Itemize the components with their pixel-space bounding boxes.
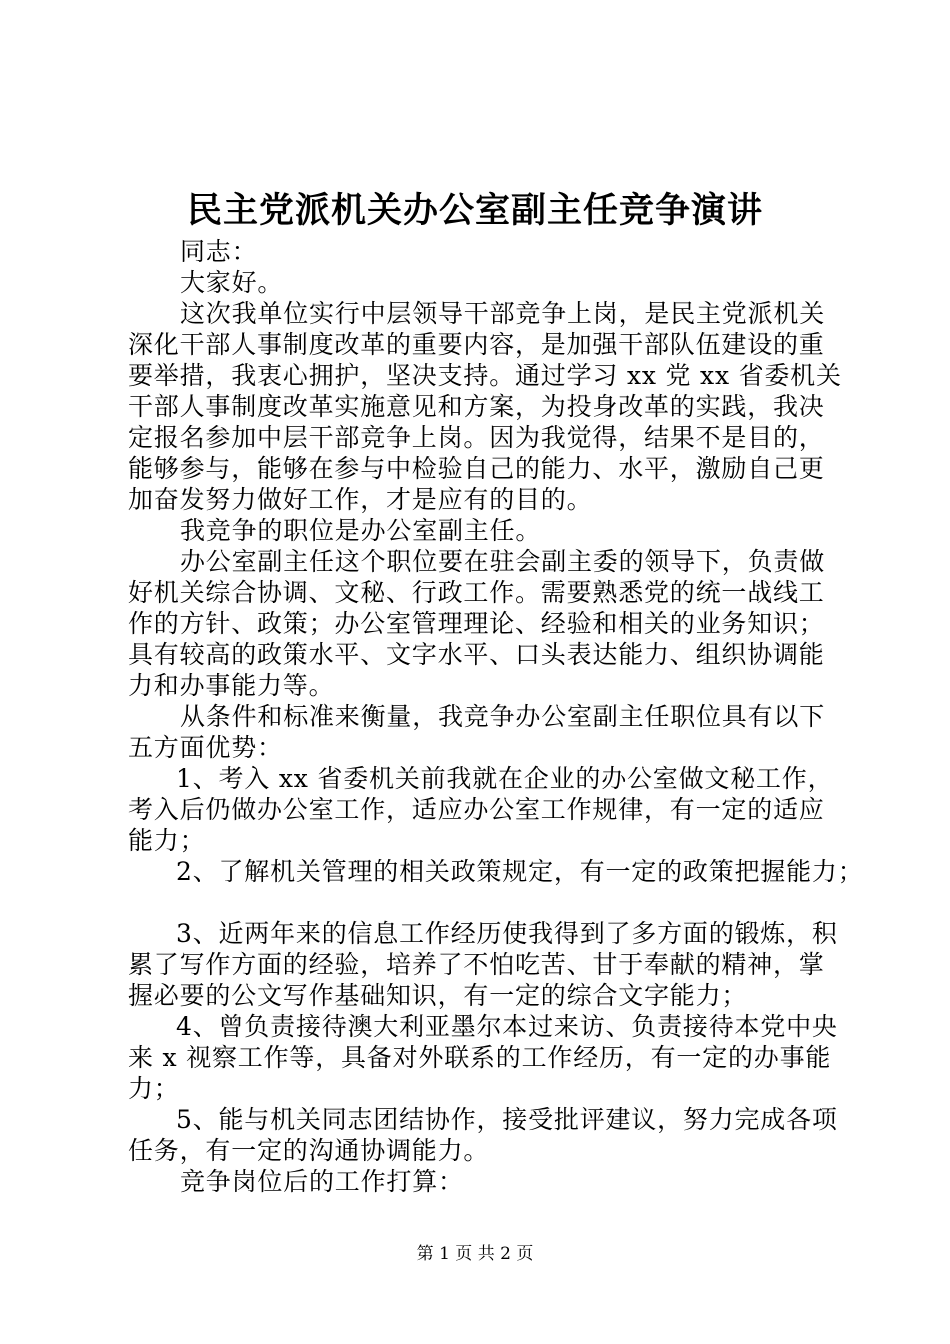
list-item-line: 5、能与机关同志团结协作，接受批评建议，努力完成各项: [176, 1105, 838, 1134]
blank-line: [128, 887, 848, 918]
list-item-line: 握必要的公文写作基础知识，有一定的综合文字能力；: [128, 981, 748, 1010]
paragraph-line: 办公室副主任这个职位要在驻会副主委的领导下，负责做: [180, 547, 826, 576]
document-title: 民主党派机关办公室副主任竞争演讲: [186, 190, 763, 231]
page-footer: 第 1 页 共 2 页: [416, 1244, 534, 1264]
list-item-line: 2、了解机关管理的相关政策规定，有一定的政策把握能力；: [176, 857, 864, 886]
paragraph-line: 从条件和标准来衡量，我竞争办公室副主任职位具有以下: [180, 702, 826, 731]
paragraph-line: 好机关综合协调、文秘、行政工作。需要熟悉党的统一战线工: [128, 578, 825, 607]
paragraph-line: 深化干部人事制度改革的重要内容，是加强干部队伍建设的重: [128, 330, 825, 359]
list-item-line: 4、曾负责接待澳大利亚墨尔本过来访、负责接待本党中央: [176, 1012, 838, 1041]
paragraph-line: 能够参与，能够在参与中检验自己的能力、水平，激励自己更: [128, 454, 825, 483]
greeting-line: 大家好。: [180, 268, 284, 297]
document-body: [128, 236, 864, 1197]
paragraph-line: 五方面优势：: [128, 733, 283, 762]
list-item-line: 能力；: [128, 826, 206, 855]
list-item-line: 1、考入 xx 省委机关前我就在企业的办公室做文秘工作，: [176, 764, 834, 793]
paragraph-line: 竞争岗位后的工作打算：: [180, 1167, 464, 1196]
list-item-line: 累了写作方面的经验，培养了不怕吃苦、甘于奉献的精神，掌: [128, 950, 825, 979]
list-item-line: 3、近两年来的信息工作经历使我得到了多方面的锻炼，积: [176, 919, 838, 948]
list-item-line: 力；: [128, 1074, 180, 1103]
paragraph-line: 定报名参加中层干部竞争上岗。因为我觉得，结果不是目的，: [128, 423, 825, 452]
paragraph-line: 要举措，我衷心拥护，坚决支持。通过学习 xx 党 xx 省委机关: [128, 361, 842, 390]
list-item-line: 来 x 视察工作等，具备对外联系的工作经历，有一定的办事能: [128, 1043, 832, 1072]
salutation-line: 同志：: [180, 237, 258, 266]
list-item-line: 任务，有一定的沟通协调能力。: [128, 1136, 490, 1165]
list-item-line: 考入后仍做办公室工作，适应办公室工作规律，有一定的适应: [128, 795, 825, 824]
paragraph-line: 加奋发努力做好工作，才是应有的目的。: [128, 485, 593, 514]
paragraph-line: 这次我单位实行中层领导干部竞争上岗，是民主党派机关: [180, 299, 826, 328]
paragraph-line: 我竞争的职位是办公室副主任。: [180, 516, 542, 545]
paragraph-line: 干部人事制度改革实施意见和方案，为投身改革的实践，我决: [128, 392, 825, 421]
paragraph-line: 具有较高的政策水平、文字水平、口头表达能力、组织协调能: [128, 640, 825, 669]
paragraph-line: 作的方针、政策；办公室管理理论、经验和相关的业务知识；: [128, 609, 825, 638]
paragraph-line: 力和办事能力等。: [128, 671, 335, 700]
